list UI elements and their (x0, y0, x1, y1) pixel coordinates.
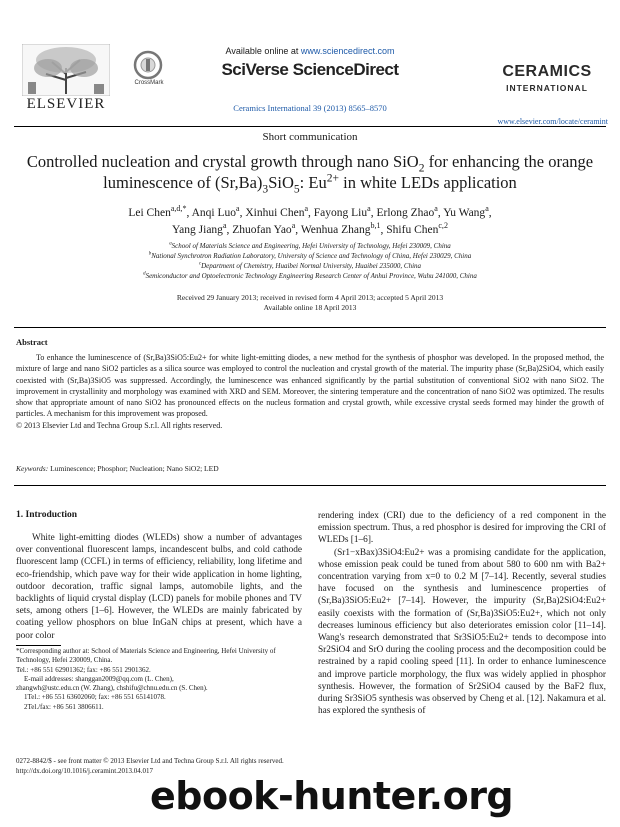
article-type: Short communication (262, 131, 358, 143)
online-date: Available online 18 April 2013 (263, 303, 357, 312)
article-title: Controlled nucleation and crystal growth through nano SiO$_2$ for enhancing the orange luminescence of $(Sr,Ba)_3SiO_5$: $Eu^{2+}$ in white LEDs application (26, 152, 594, 196)
footnotes (16, 647, 306, 712)
author[interactable]: Shifu Chen$^{c,2}$ (386, 221, 448, 236)
author[interactable]: Fayong Liu$^a$ (313, 204, 371, 219)
publisher-name: ELSEVIER (26, 96, 106, 112)
author[interactable]: Yang Jiang$^a$ (172, 221, 227, 236)
affiliations (30, 241, 590, 281)
intro-paragraph: (Sr1−xBax)3SiO4:Eu2+ was a promising candidate for the application, whose emission peak could be tuned from about 580 to 600 nm with Ba2+ concentration varying from x=0 to 0.2 M [7–14]. Recently, several studies have focused on the synthesis and luminescence properties of (Sr,Ba)3SiO5:Eu2+ [7–14]. However, the impurity (Sr,Ba)2SiO4:Eu2+ easily coexists with the formation of (Sr,Ba)3SiO5:Eu2+, which not only decreases luminous efficiency but also deteriorates emission color [11–14]. Wang's research demonstrated that Sr3SiO5:Eu2+ tends to decompose into Sr2SiO4 and SrO during the cooling process and the decomposition could be restrained by a rapid cooling speed [11]. In order to enhance luminescence and improve particle morphology, the flux was widely applied in phosphor synthesis. However, the formation of Sr2SiO4 caused by the BaF2 flux, during Sr3SiO5 synthesis was observed by Cheng et al. [12]. Nakamura et al. has explored the synthesis of (318, 547, 606, 717)
author[interactable]: Zhuofan Yao$^a$ (232, 221, 296, 236)
author-list: Lei Chen$^{a,d,*}$, Anqi Luo$^a$, Xinhui Chen$^a$, Fayong Liu$^a$, Erlong Zhao$^a$, Yu Wang$^a$, Yang Jiang$^a$, Zhuofan Yao$^a$, Wenhua Zhang$^{b,1}$, Shifu Chen$^{c,2}$ (128, 204, 492, 236)
platform-name: SciVerse ScienceDirect (221, 60, 399, 79)
footnote: 1Tel.: +86 551 63602060; fax: +86 551 65141078. (24, 693, 166, 702)
abstract-top-rule (14, 327, 606, 328)
author[interactable]: Erlong Zhao$^a$ (376, 204, 438, 219)
affiliation: $^d$Semiconductor and Optoelectronic Technology Engineering Research Center of Anhui Province, Wuhu 241000, China (143, 271, 477, 280)
footnote: 2Tel./fax: +86 561 3806611. (24, 702, 104, 711)
received-dates: Received 29 January 2013; received in revised form 4 April 2013; accepted 5 April 2013 (176, 293, 444, 302)
abstract-copyright: © 2013 Elsevier Ltd and Techna Group S.r.l. All rights reserved. (16, 420, 223, 430)
crossmark-icon[interactable] (133, 50, 163, 80)
keywords: Keywords: Luminescence; Phosphor; Nucleation; Nano SiO2; LED (16, 464, 219, 473)
abstract-body (16, 352, 604, 431)
intro-paragraph: rendering index (CRI) due to the deficiency of a red component in the emission spectrum. Thus, a red phosphor is desired for improving the CRI of WLEDs [1–6]. (318, 511, 606, 546)
footnote: Tel.: +86 551 62901362; fax: +86 551 2901362. (16, 665, 151, 674)
journal-reference[interactable]: Ceramics International 39 (2013) 8565–8570 (233, 103, 387, 113)
intro-left-column: White light-emitting diodes (WLEDs) show a number of advantages over conventional fluorescent lamps, incandescent bulbs, and cold cathode fluorescent lamp (CCFL) in terms of efficiency, reliability, long lifetime and eco-friendship, which pave way for their wide application in home lighting, outdoor decoration, traffic signal lamps, automobile lights, and the backlights of liquid crystal display (LCD) panels for mobile phones and TV sets, among others [1–6]. However, the WLEDs are mainly fabricated by coating yellow phosphors on blue InGaN chips at present, which have a poor color (16, 533, 302, 641)
footnote-rule (16, 645, 61, 646)
author[interactable]: Anqi Luo$^a$ (191, 204, 240, 219)
sciencedirect-link[interactable]: www.sciencedirect.com (300, 46, 395, 56)
affiliation: $^b$National Synchrotron Radiation Laboratory, University of Science and Technology of China, Hefei 230029, China (148, 251, 472, 260)
crossmark-label: CrossMark (134, 80, 164, 86)
section-heading-introduction: 1. Introduction (16, 510, 78, 520)
available-online (190, 46, 430, 56)
header-rule (14, 126, 606, 127)
intro-right-column (318, 510, 606, 717)
author[interactable]: Xinhui Chen$^a$ (245, 204, 309, 219)
affiliation: $^a$School of Materials Science and Engineering, Hefei University of Technology, Hefei 230009, China (169, 241, 451, 250)
author[interactable]: Lei Chen$^{a,d,*}$ (128, 204, 187, 219)
available-prefix: Available online at (225, 46, 301, 56)
footnote: zhangwh@ustc.edu.cn (W. Zhang), chshifu@chnu.edu.cn (S. Chen). (16, 684, 208, 693)
doi-link[interactable]: http://dx.doi.org/10.1016/j.ceramint.2013.04.017 (16, 766, 153, 775)
author[interactable]: Yu Wang$^a$ (443, 204, 489, 219)
abstract-text: To enhance the luminescence of (Sr,Ba)3SiO5:Eu2+ for white light-emitting diodes, a new method for the synthesis of phosphor was developed. In the proposed method, the mixture of large and nano SiO2 particles as a silica source was employed to control the nucleation and crystal growth of the material. The impurity phase (Sr,Ba)2SiO4, which easily coexisted with (Sr,Ba)3SiO5 was suppressed. Accordingly, the luminescence was enhanced significantly by the partial substitution of conventional SiO2 with nano SiO2. The improvement in crystallinity and morphology was examined with XRD and SEM. Moreover, the sintering temperature and the concentration of nano SiO2 was optimized. The results show that appropriate amount of nano SiO2 has pronounced effects on the nucleus formation and crystal growth, while excessive crystal seeds formed may hinder the growth of particles. A mechanism for this improvement was proposed. (16, 353, 604, 419)
author[interactable]: Wenhua Zhang$^{b,1}$ (300, 221, 381, 236)
journal-logo-line2: INTERNATIONAL (506, 83, 588, 93)
abstract-bottom-rule (14, 485, 606, 486)
footnote: *Corresponding author at: School of Materials Science and Engineering, Hefei University of Technology, Hefei 230009, China. (16, 647, 276, 665)
journal-homepage-link[interactable]: www.elsevier.com/locate/ceramint (497, 117, 608, 126)
issn-line: 0272-8842/$ - see front matter © 2013 Elsevier Ltd and Techna Group S.r.l. All rights reserved. (16, 757, 284, 765)
journal-logo-line1: CERAMICS (502, 63, 592, 80)
watermark: ebook-hunter.org (150, 774, 514, 818)
article-dates (30, 293, 590, 313)
footnote: E-mail addresses: shanggan2009@qq.com (L. Chen), (24, 674, 174, 683)
elsevier-tree-icon (22, 44, 110, 96)
affiliation: $^c$Department of Chemistry, Huaibei Normal University, Huaibei 235000, China (198, 261, 422, 270)
abstract-heading: Abstract (16, 337, 48, 347)
